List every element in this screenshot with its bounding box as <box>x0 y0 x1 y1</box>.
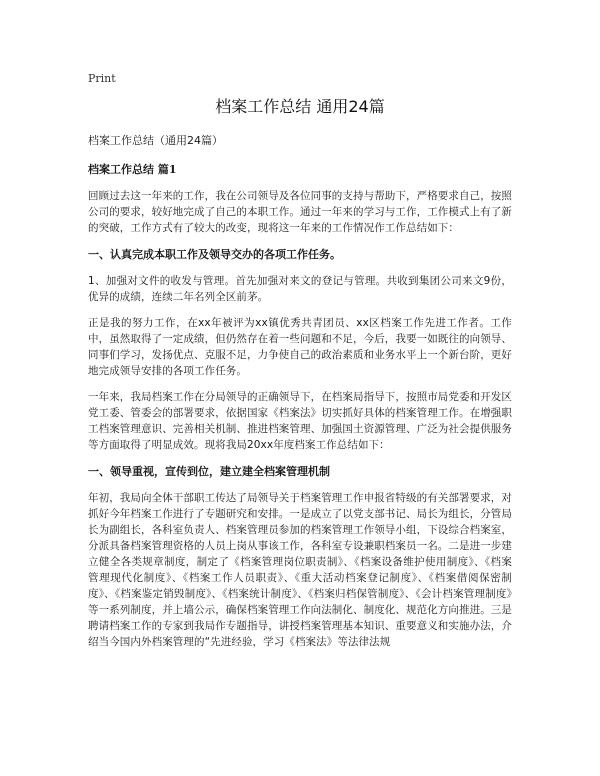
heading-work-tasks: 一、认真完成本职工作及领导交办的各项工作任务。 <box>88 248 341 261</box>
paragraph-5-text: 年初，我局向全体干部职工传达了局领导关于档案管理工作申报省特级的有关部署要求，对抓好今年档案工作进行了专题研究和安排。一是成立了以党支部书记、局长为组长，分管局长为副组长，各科室负责人、档案管理员参加的档案管理工作领导小组，下设综合档案室，分派具备档案管理资格的人员上岗从事该工作，各科室专设兼职档案员一名。二是进一步建立健全各类规章制度，制定了《档案管理岗位职责制》、《档案设备维护使用制度》、《档案管理现代化制度》、《档案工作人员职责》、《重大活动档案登记制度》、《档案借阅保密制度》、《档案鉴定销毁制度》、《档案统计制度》、《档案归档保管制度》、《会计档案管理制度》等一系列制度，并上墙公示，确保档案管理工作向法制化、制度化、规范化方向推进。三是聘请档案工作的专家到我局作专题指导，讲授档案管理基本知识、重要意义和实施办法，介绍当今国内外档案管理的 <box>88 492 512 648</box>
paragraph-5-tail: 先进经验，学习《档案法》等法律法规 <box>210 636 391 648</box>
paragraph-3: 正是我的努力工作，在xx年被评为xx镇优秀共青团员、xx区档案工作先进工作者。工作中，虽然取得了一定成绩，但仍然存在着一些问题和不足，今后，我要一如既往的向领导、同事们学习，发扬优点、克服不足，力争使自己的政治素质和业务水平上一个新台阶，更好地完成领导安排的各项工作任务。 <box>88 317 512 377</box>
document-title: 档案工作总结 通用24篇 <box>215 97 385 116</box>
paragraph-4: 一年来，我局档案工作在分局领导的正确领导下，在档案局指导下，按照市局党委和开发区党工委、管委会的部署要求，依据国家《档案法》切实抓好具体的档案管理工作。在增强职工档案管理意识、完善相关机制、推进档案管理、加强国土资源管理、广泛为社会提供服务等方面取得了明显成效。现将我局20xx年度档案工作总结如下： <box>88 391 512 451</box>
section-heading-1: 档案工作总结 篇1 <box>88 163 177 176</box>
paragraph-1: 回顾过去这一年来的工作，我在公司领导及各位同事的支持与帮助下，严格要求自己，按照公司的要求，较好地完成了自己的本职工作。通过一年来的学习与工作，工作模式上有了新的突破，工作方式有了较大的改变，现将这一年来的工作情况作工作总结如下： <box>88 190 512 234</box>
paragraph-5: 年初，我局向全体干部职工传达了局领导关于档案管理工作申报省特级的有关部署要求，对抓好今年档案工作进行了专题研究和安排。一是成立了以党支部书记、局长为组长，分管局长为副组长，各科室负责人、档案管理员参加的档案管理工作领导小组，下设综合档案室，分派具备档案管理资格的人员上岗从事该工作，各科室专设兼职档案员一名。二是进一步建立健全各类规章制度，制定了《档案管理岗位职责制》、《档案设备维护使用制度》、《档案管理现代化制度》、《档案工作人员职责》、《重大活动档案登记制度》、《档案借阅保密制度》、《档案鉴定销毁制度》、《档案统计制度》、《档案归档保管制度》、《会计档案管理制度》等一系列制度，并上墙公示，确保档案管理工作向法制化、制度化、规范化方向推进。三是聘请档案工作的专家到我局作专题指导，讲授档案管理基本知识、重要意义和实施办法，介绍当今国内外档案管理的“先进经验，学习《档案法》等法律法规 <box>88 492 512 648</box>
print-label: Print <box>88 72 116 85</box>
document-subtitle: 档案工作总结（通用24篇） <box>88 134 223 147</box>
document-body <box>88 132 512 660</box>
paragraph-2: 1、加强对文件的收发与管理。首先加强对来文的登记与管理。共收到集团公司来文9份，优异的成绩，连续二年名列全区前茅。 <box>88 275 512 303</box>
heading-leadership: 一、领导重视，宣传到位，建立建全档案管理机制 <box>88 465 330 478</box>
